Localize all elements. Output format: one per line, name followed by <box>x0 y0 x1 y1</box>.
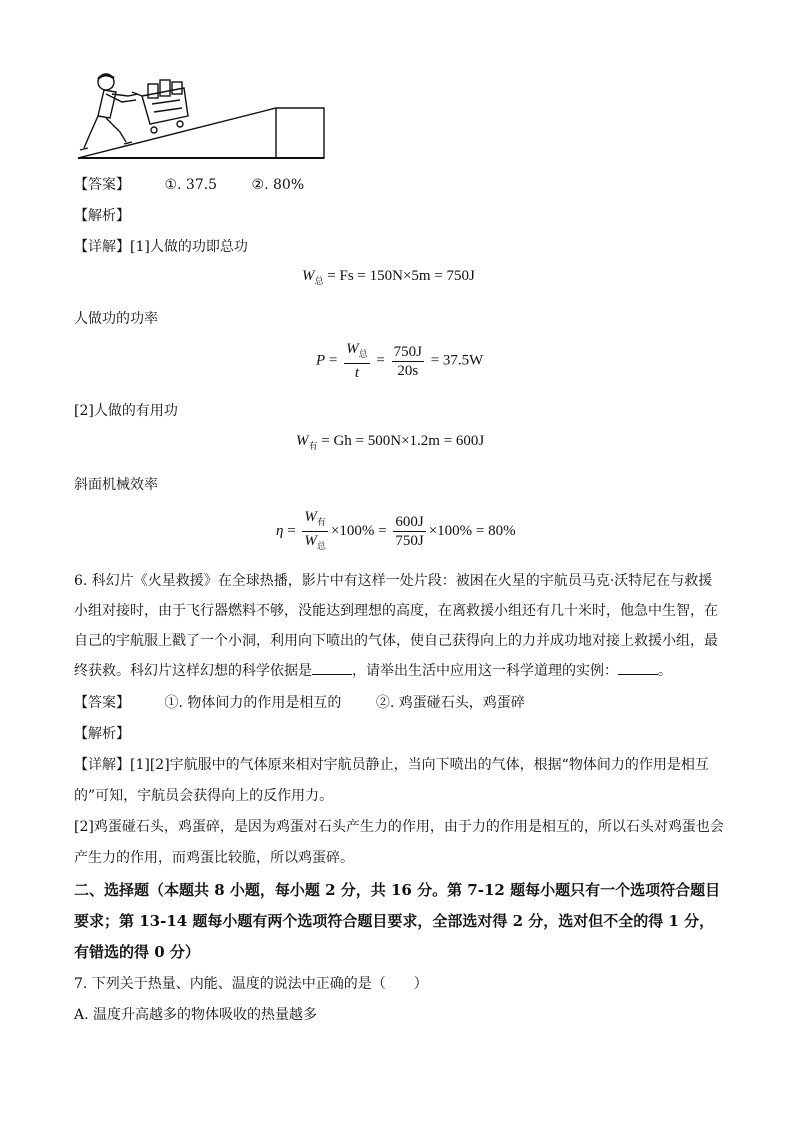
q6-detail-3: [2]鸡蛋碰石头，鸡蛋碎，是因为鸡蛋对石头产生力的作用，由于力的作用是相互的，所以石头对鸡蛋也会 <box>74 819 724 835</box>
q6-analysis: 【解析】 <box>74 726 130 742</box>
answer2: . 80% <box>264 177 305 193</box>
eq3-text: = Gh = 500N×1.2m = 600J <box>321 433 485 449</box>
q6-line4-c: 。 <box>658 663 672 679</box>
eq4-denominator: 750J <box>395 533 424 549</box>
subscript-total: 总 <box>358 349 368 359</box>
detail-text: [1]人做的功即总功 <box>130 239 248 255</box>
subscript-total: 总 <box>316 541 326 551</box>
q5-efficiency-intro: 斜面机械效率 <box>74 477 158 493</box>
answer-blank-2[interactable] <box>618 662 658 675</box>
answer1-mark: ① <box>164 177 178 193</box>
answer1-mark: ① <box>164 695 179 711</box>
symbol-w: W <box>296 433 309 449</box>
eq2-numerator: 750J <box>393 343 422 360</box>
q6-line-4 <box>74 660 672 680</box>
eq4-percent: ×100% = <box>330 522 387 539</box>
answer-tag: 【答案】 <box>74 177 130 193</box>
q6-line4-a: 终获救。科幻片这样幻想的科学依据是 <box>74 663 312 679</box>
incline-cart-figure <box>76 70 332 162</box>
q5-useful-intro: [2]人做的有用功 <box>74 403 178 419</box>
answer1: . 物体间力的作用是相互的 <box>178 695 342 711</box>
answer-tag: 【答案】 <box>74 695 130 711</box>
subscript-total: 总 <box>314 276 324 286</box>
detail-tag: 【详解】 <box>74 757 130 773</box>
eq1-text: = Fs = 150N×5m = 750J <box>327 268 475 284</box>
q7-stem: 7. 下列关于热量、内能、温度的说法中正确的是（ ） <box>74 976 428 992</box>
eq2-result: = 37.5W <box>430 352 484 369</box>
symbol-w: W <box>302 268 315 284</box>
q5-answer-line <box>74 174 304 194</box>
fraction-w-over-t <box>344 340 370 382</box>
detail-tag: 【详解】 <box>74 239 130 255</box>
symbol-p: P <box>316 352 326 369</box>
subscript-useful: 有 <box>316 517 326 527</box>
symbol-w: W <box>304 509 317 525</box>
symbol-t: t <box>354 365 359 381</box>
equation-total-work <box>302 268 475 287</box>
equation-power: P = $\frac{W_总}{t}$ = $\frac{750J}{20s}$ = 37.5W <box>316 341 484 381</box>
eq2-denominator: 20s <box>397 362 419 379</box>
q5-detail-intro <box>74 236 248 256</box>
answer-blank-1[interactable] <box>312 662 352 675</box>
q6-line-3: 自己的宇航服上戳了一个小洞，利用向下喷出的气体，使自己获得向上的力并成功地对接上救援小组，最 <box>74 633 718 649</box>
eq4-numerator: 600J <box>395 514 424 530</box>
fraction-values <box>393 513 425 550</box>
fraction-wuseful-over-wtotal <box>302 508 328 555</box>
answer2-mark: ② <box>251 177 265 193</box>
equation-efficiency: η = $\frac{W_有}{W_总}$ ×100% = $\frac{600J}{750J}$ ×100% = 80% <box>276 508 516 555</box>
q5-analysis: 【解析】 <box>74 208 130 224</box>
q6-line-2: 小组对接时，由于飞行器燃料不够，没能达到理想的高度，在离救援小组还有几十米时，他急中生智，在 <box>74 603 718 619</box>
symbol-w: W <box>304 533 317 549</box>
q6-detail-4: 产生力的作用，而鸡蛋比较脆，所以鸡蛋碎。 <box>74 850 354 866</box>
symbol-eta: η <box>276 522 284 539</box>
equation-useful-work <box>296 433 484 452</box>
q7-option-a[interactable]: A. 温度升高越多的物体吸收的热量越多 <box>74 1007 318 1023</box>
answer2-mark: ② <box>375 695 390 711</box>
q6-line-1: 6. 科幻片《火星救援》在全球热播，影片中有这样一处片段：被困在火星的宇航员马克·沃特尼在与救援 <box>74 573 713 589</box>
q6-line4-b: ，请举出生活中应用这一科学道理的实例： <box>352 663 618 679</box>
q6-answer-line <box>74 692 525 712</box>
subscript-useful: 有 <box>308 441 318 451</box>
symbol-w: W <box>346 341 359 357</box>
q5-power-intro: 人做功的功率 <box>74 311 158 327</box>
q6-detail-2: 的”可知，宇航员会获得向上的反作用力。 <box>74 788 334 804</box>
eq4-result: ×100% = 80% <box>428 522 516 539</box>
q6-detail-1 <box>74 754 709 774</box>
section2-line-3: 有错选的得 0 分） <box>74 943 200 961</box>
answer2: . 鸡蛋碰石头，鸡蛋碎 <box>389 695 525 711</box>
fraction-values <box>392 343 424 380</box>
section2-line-2: 要求；第 13-14 题每小题有两个选项符合题目要求，全部选对得 2 分，选对但不全的得 1 分， <box>74 912 715 930</box>
detail-text: [1][2]宇航服中的气体原来相对宇航员静止，当向下喷出的气体，根据“物体间力的作用是相互 <box>130 757 709 773</box>
answer1: . 37.5 <box>177 177 218 193</box>
section2-line-1: 二、选择题（本题共 8 小题，每小题 2 分，共 16 分。第 7-12 题每小题只有一个选项符合题目 <box>74 881 721 899</box>
